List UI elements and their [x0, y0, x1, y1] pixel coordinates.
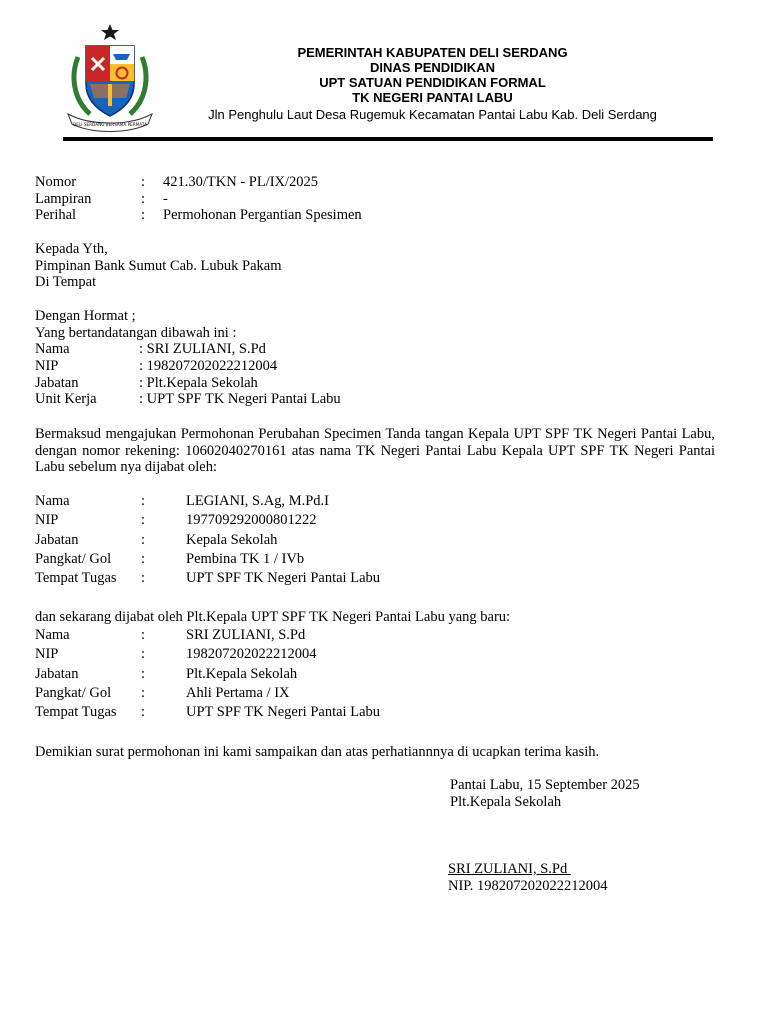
signer-row — [35, 375, 735, 392]
deli-serdang-emblem-icon — [60, 22, 160, 132]
signer-label: Nama — [35, 341, 70, 358]
meta-colon: : — [141, 174, 146, 190]
current-label: Pangkat/ Gol — [35, 684, 112, 701]
previous-colon: : — [141, 570, 146, 587]
letterhead-line-2: DINAS PENDIDIKAN — [370, 60, 495, 75]
current-row — [35, 685, 735, 704]
current-label: Nama — [35, 627, 70, 643]
signer-label: Jabatan — [35, 374, 79, 391]
previous-holder-table — [35, 493, 735, 589]
current-row — [35, 646, 735, 665]
current-label: Jabatan — [35, 665, 79, 682]
transition-text: dan sekarang dijabat oleh Plt.Kepala UPT SPF TK Negeri Pantai Labu yang baru: — [35, 609, 511, 625]
letterhead-line-3: UPT SATUAN PENDIDIKAN FORMAL — [319, 75, 546, 90]
signer-value: : 198207202022212004 — [139, 358, 278, 375]
meta-label: Lampiran — [35, 190, 92, 207]
previous-colon: : — [141, 493, 146, 509]
letter-meta — [35, 174, 735, 224]
previous-label: Tempat Tugas — [35, 570, 117, 587]
letterhead — [0, 0, 768, 145]
recipient-line: Di Tempat — [35, 274, 97, 291]
signer-value: : UPT SPF TK Negeri Pantai Labu — [139, 391, 341, 408]
current-row — [35, 704, 735, 723]
signer-row — [35, 358, 735, 375]
letterhead-divider — [63, 137, 713, 141]
previous-value: LEGIANI, S.Ag, M.Pd.I — [186, 493, 329, 509]
greeting: Dengan Hormat ; — [35, 308, 136, 324]
meta-row — [35, 174, 735, 191]
current-value: 198207202022212004 — [186, 646, 317, 663]
signer-row — [35, 341, 735, 358]
meta-label: Nomor — [35, 174, 77, 190]
current-colon: : — [141, 704, 146, 721]
previous-label: Nama — [35, 493, 70, 509]
current-colon: : — [141, 627, 146, 643]
meta-row — [35, 207, 735, 224]
letterhead-address: Jln Penghulu Laut Desa Rugemuk Kecamatan Pantai Labu Kab. Deli Serdang — [208, 107, 657, 122]
signer-value: : Plt.Kepala Sekolah — [139, 374, 258, 391]
signer-value: : SRI ZULIANI, S.Pd — [139, 341, 266, 358]
current-label: Tempat Tugas — [35, 704, 117, 721]
meta-value: 421.30/TKN - PL/IX/2025 — [163, 174, 319, 190]
current-label: NIP — [35, 646, 59, 663]
current-value: UPT SPF TK Negeri Pantai Labu — [186, 704, 381, 721]
current-colon: : — [141, 646, 146, 663]
signature-nip: NIP. 198207202022212004 — [448, 878, 608, 894]
signer-label: NIP — [35, 358, 59, 375]
current-value: SRI ZULIANI, S.Pd — [186, 627, 306, 643]
current-value: Plt.Kepala Sekolah — [186, 665, 298, 682]
current-value: Ahli Pertama / IX — [186, 684, 290, 701]
previous-row — [35, 532, 735, 551]
previous-label: Pangkat/ Gol — [35, 550, 112, 567]
letterhead-line-4: TK NEGERI PANTAI LABU — [352, 90, 513, 105]
current-holder-table — [35, 627, 735, 723]
recipient-block — [35, 241, 735, 291]
previous-row — [35, 493, 735, 512]
purpose-paragraph: Bermaksud mengajukan Permohonan Perubahan Specimen Tanda tangan Kepala UPT SPF TK Negeri Pantai Labu, dengan nomor rekening: 10602040270161 atas nama TK Negeri Pantai Labu Kepala UPT SPF TK Negeri Pantai Labu sebelum nya dijabat oleh: — [35, 426, 715, 476]
previous-row — [35, 512, 735, 531]
signer-row — [35, 391, 735, 408]
recipient-line: Kepada Yth, — [35, 241, 108, 257]
meta-row — [35, 191, 735, 208]
previous-label: NIP — [35, 512, 59, 529]
signature-place-date: Pantai Labu, 15 September 2025 — [450, 777, 640, 793]
signature-name: SRI ZULIANI, S.Pd — [448, 861, 571, 877]
previous-value: Pembina TK 1 / IVb — [186, 550, 305, 567]
previous-value: Kepala Sekolah — [186, 531, 278, 548]
intro: Yang bertandatangan dibawah ini : — [35, 324, 237, 341]
meta-colon: : — [141, 207, 146, 224]
previous-value: UPT SPF TK Negeri Pantai Labu — [186, 570, 381, 587]
previous-row — [35, 570, 735, 589]
letterhead-line-1: PEMERINTAH KABUPATEN DELI SERDANG — [297, 45, 568, 60]
previous-row — [35, 551, 735, 570]
previous-colon: : — [141, 512, 146, 529]
svg-text:DELI SERDANG BERSAMA PERMATA: DELI SERDANG BERSAMA PERMATA — [73, 122, 147, 127]
meta-value: Permohonan Pergantian Spesimen — [163, 207, 362, 224]
current-row — [35, 666, 735, 685]
current-colon: : — [141, 665, 146, 682]
recipient-line: Pimpinan Bank Sumut Cab. Lubuk Pakam — [35, 257, 282, 274]
current-row — [35, 627, 735, 646]
letterhead-text — [180, 45, 685, 123]
opening-block — [35, 308, 735, 408]
closing-text: Demikian surat permohonan ini kami sampaikan dan atas perhatiannnya di ucapkan terima kasih. — [35, 744, 600, 760]
meta-label: Perihal — [35, 207, 77, 224]
previous-colon: : — [141, 531, 146, 548]
previous-value: 197709292000801222 — [186, 512, 317, 529]
previous-label: Jabatan — [35, 531, 79, 548]
signer-label: Unit Kerja — [35, 391, 97, 408]
meta-colon: : — [141, 190, 146, 207]
meta-value: - — [163, 190, 168, 207]
current-colon: : — [141, 684, 146, 701]
previous-colon: : — [141, 550, 146, 567]
signature-position: Plt.Kepala Sekolah — [450, 794, 562, 810]
